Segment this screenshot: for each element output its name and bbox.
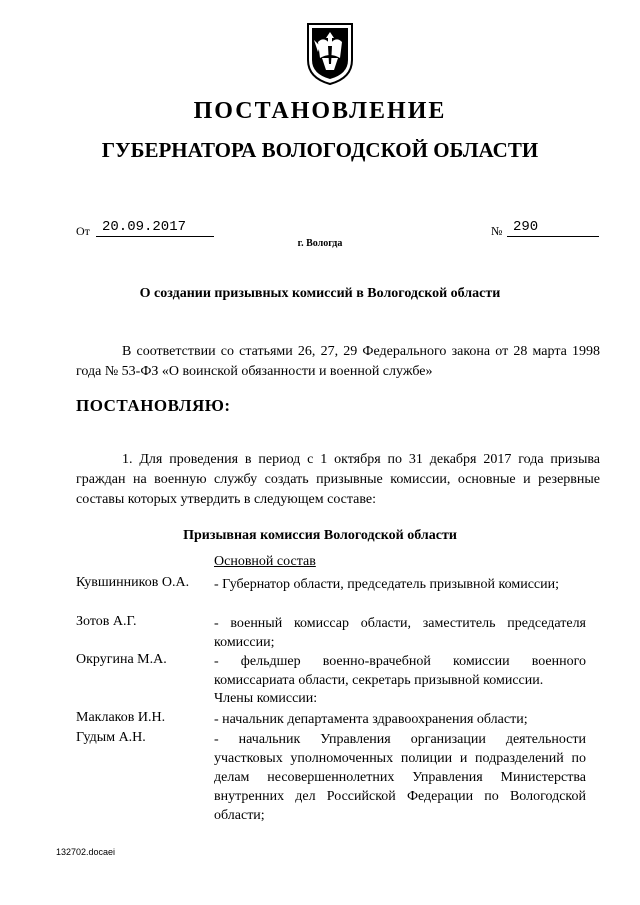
issuer-title: ГУБЕРНАТОРА ВОЛОГОДСКОЙ ОБЛАСТИ: [101, 138, 539, 162]
city-label: г. Вологда: [297, 238, 343, 249]
member-role: - фельдшер военно-врачебной комиссии военного комиссариата области, секретарь призывной комиссии.: [214, 654, 586, 688]
member-role: - начальник Управления организации деятельности участковых уполномоченных полиции и подразделений по делам несовершеннолетних Управления Министерства внутренних дел Российской Федерации по Вологодской области;: [214, 732, 586, 823]
member-name: Округина М.А.: [76, 652, 167, 667]
number-label: №: [491, 224, 503, 238]
main-composition-label: Основной состав: [214, 554, 316, 569]
preamble-paragraph: В соответствии со статьями 26, 27, 29 Федерального закона от 28 марта 1998 года № 53-ФЗ «О воинской обязанности и военной службе»: [76, 344, 600, 379]
document-number: 290: [507, 218, 599, 237]
members-label: Члены комиссии:: [214, 691, 318, 706]
coat-of-arms-icon: [304, 18, 356, 86]
date-label: От: [76, 224, 90, 238]
document-title: ПОСТАНОВЛЕНИЕ: [193, 98, 447, 124]
member-role: - начальник департамента здравоохранения области;: [214, 712, 528, 727]
member-name: Гудым А.Н.: [76, 730, 146, 745]
member-name: Маклаков И.Н.: [76, 710, 166, 725]
member-name: Кувшинников О.А.: [76, 575, 190, 590]
document-file-id: 132702.docaei: [56, 847, 116, 857]
point-1-paragraph: 1. Для проведения в период с 1 октября по 31 декабря 2017 года призыва граждан на военную службу создать призывные комиссии, основные и резервные составы которых утвердить в следующем составе:: [76, 452, 600, 507]
member-name: Зотов А.Г.: [76, 614, 137, 629]
member-role: - Губернатор области, председатель призывной комиссии;: [214, 577, 559, 592]
member-role: - военный комиссар области, заместитель председателя комиссии;: [214, 616, 586, 650]
commission-title: Призывная комиссия Вологодской области: [183, 528, 457, 543]
decree-heading: ПОСТАНОВЛЯЮ:: [76, 396, 231, 415]
document-date: 20.09.2017: [96, 218, 214, 237]
document-subject: О создании призывных комиссий в Вологодской области: [139, 286, 501, 301]
